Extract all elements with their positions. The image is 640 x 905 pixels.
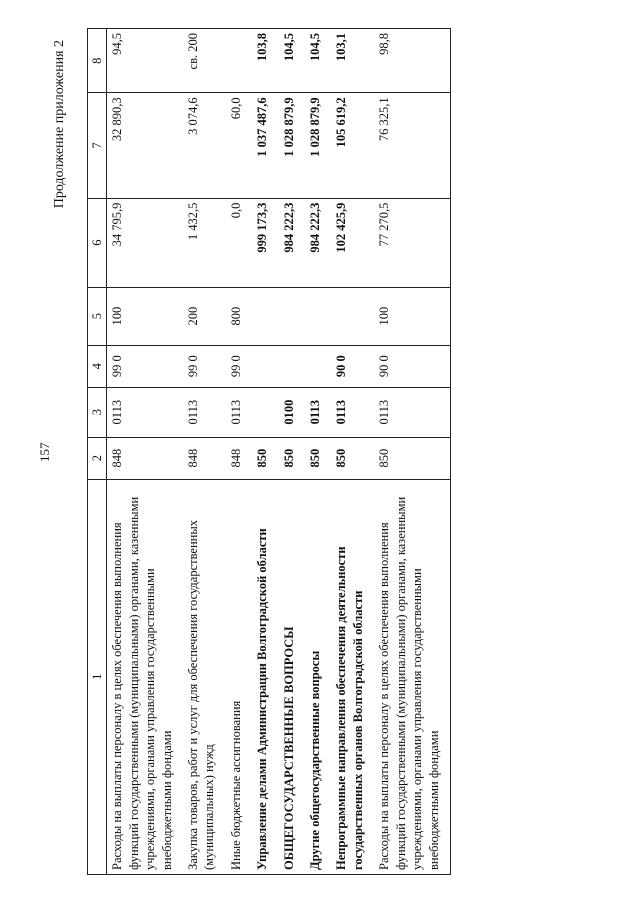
header-col-3: 3 [88, 387, 107, 437]
row-value-6: 1 432,5 [183, 198, 226, 287]
row-section: 0113 [331, 387, 374, 437]
budget-table [87, 28, 451, 875]
row-section [252, 387, 278, 437]
row-section: 0113 [183, 387, 226, 437]
row-name: Расходы на выплаты персоналу в целях обеспечения выполнения функций государственными (муниципальными) органами, казенными учреждениями, органами управления государственными внебюджетными фондами [374, 479, 450, 874]
table-row [183, 29, 226, 875]
row-section: 0100 [279, 387, 305, 437]
table-row [252, 29, 278, 875]
row-name: Иные бюджетные ассигнования [226, 479, 252, 874]
row-code: 850 [374, 437, 450, 479]
table-row [107, 29, 183, 875]
row-value-6: 77 270,5 [374, 198, 450, 287]
row-expense-type [331, 287, 374, 345]
row-value-6: 984 222,3 [279, 198, 305, 287]
row-percent: 103,1 [331, 29, 374, 93]
header-col-4: 4 [88, 345, 107, 387]
table-row [305, 29, 331, 875]
row-code: 848 [183, 437, 226, 479]
table-row [374, 29, 450, 875]
header-col-5: 5 [88, 287, 107, 345]
row-name: Закупка товаров, работ и услуг для обеспечения государственных (муниципальных) нужд [183, 479, 226, 874]
row-program: 90 0 [331, 345, 374, 387]
row-value-7: 1 028 879,9 [305, 93, 331, 198]
row-program: 99 0 [183, 345, 226, 387]
row-expense-type: 100 [107, 287, 183, 345]
row-code: 850 [331, 437, 374, 479]
row-program: 90 0 [374, 345, 450, 387]
row-value-7: 32 890,3 [107, 93, 183, 198]
row-value-7: 1 028 879,9 [279, 93, 305, 198]
header-col-7: 7 [88, 93, 107, 198]
row-program [252, 345, 278, 387]
header-col-6: 6 [88, 198, 107, 287]
table-row [279, 29, 305, 875]
row-section: 0113 [374, 387, 450, 437]
row-code: 848 [226, 437, 252, 479]
row-code: 848 [107, 437, 183, 479]
row-expense-type: 200 [183, 287, 226, 345]
row-program [279, 345, 305, 387]
page-number: 157 [37, 442, 52, 462]
row-percent: 104,5 [305, 29, 331, 93]
row-expense-type [252, 287, 278, 345]
table-row [226, 29, 252, 875]
row-program: 99 0 [226, 345, 252, 387]
row-value-7: 76 325,1 [374, 93, 450, 198]
continuation-caption: Продолжение приложения 2 [52, 40, 67, 209]
row-percent: 103,8 [252, 29, 278, 93]
row-value-6: 984 222,3 [305, 198, 331, 287]
row-percent [226, 29, 252, 93]
row-percent: 104,5 [279, 29, 305, 93]
header-col-1: 1 [88, 479, 107, 874]
row-name: Управление делами Администрации Волгоградской области [252, 479, 278, 874]
row-value-7: 105 619,2 [331, 93, 374, 198]
row-percent: св. 200 [183, 29, 226, 93]
row-section: 0113 [226, 387, 252, 437]
header-col-2: 2 [88, 437, 107, 479]
row-program: 99 0 [107, 345, 183, 387]
row-name: Расходы на выплаты персоналу в целях обеспечения выполнения функций государственными (муниципальными) органами, казенными учреждениями, органами управления государственными внебюджетными фондами [107, 479, 183, 874]
header-col-8: 8 [88, 29, 107, 93]
row-expense-type [279, 287, 305, 345]
row-expense-type [305, 287, 331, 345]
row-section: 0113 [107, 387, 183, 437]
row-code: 850 [252, 437, 278, 479]
row-value-6: 34 795,9 [107, 198, 183, 287]
row-code: 850 [279, 437, 305, 479]
row-name: Другие общегосударственные вопросы [305, 479, 331, 874]
table-row [331, 29, 374, 875]
row-value-6: 102 425,9 [331, 198, 374, 287]
row-value-7: 3 074,6 [183, 93, 226, 198]
row-program [305, 345, 331, 387]
row-section: 0113 [305, 387, 331, 437]
row-name: Непрограммные направления обеспечения деятельности государственных органов Волгоградской области [331, 479, 374, 874]
row-value-7: 1 037 487,6 [252, 93, 278, 198]
row-value-6: 0,0 [226, 198, 252, 287]
row-value-6: 999 173,3 [252, 198, 278, 287]
row-percent: 98,8 [374, 29, 450, 93]
row-name: ОБЩЕГОСУДАРСТВЕННЫЕ ВОПРОСЫ [279, 479, 305, 874]
table-header-row [88, 29, 107, 875]
row-value-7: 60,0 [226, 93, 252, 198]
row-expense-type: 800 [226, 287, 252, 345]
row-expense-type: 100 [374, 287, 450, 345]
row-code: 850 [305, 437, 331, 479]
row-percent: 94,5 [107, 29, 183, 93]
